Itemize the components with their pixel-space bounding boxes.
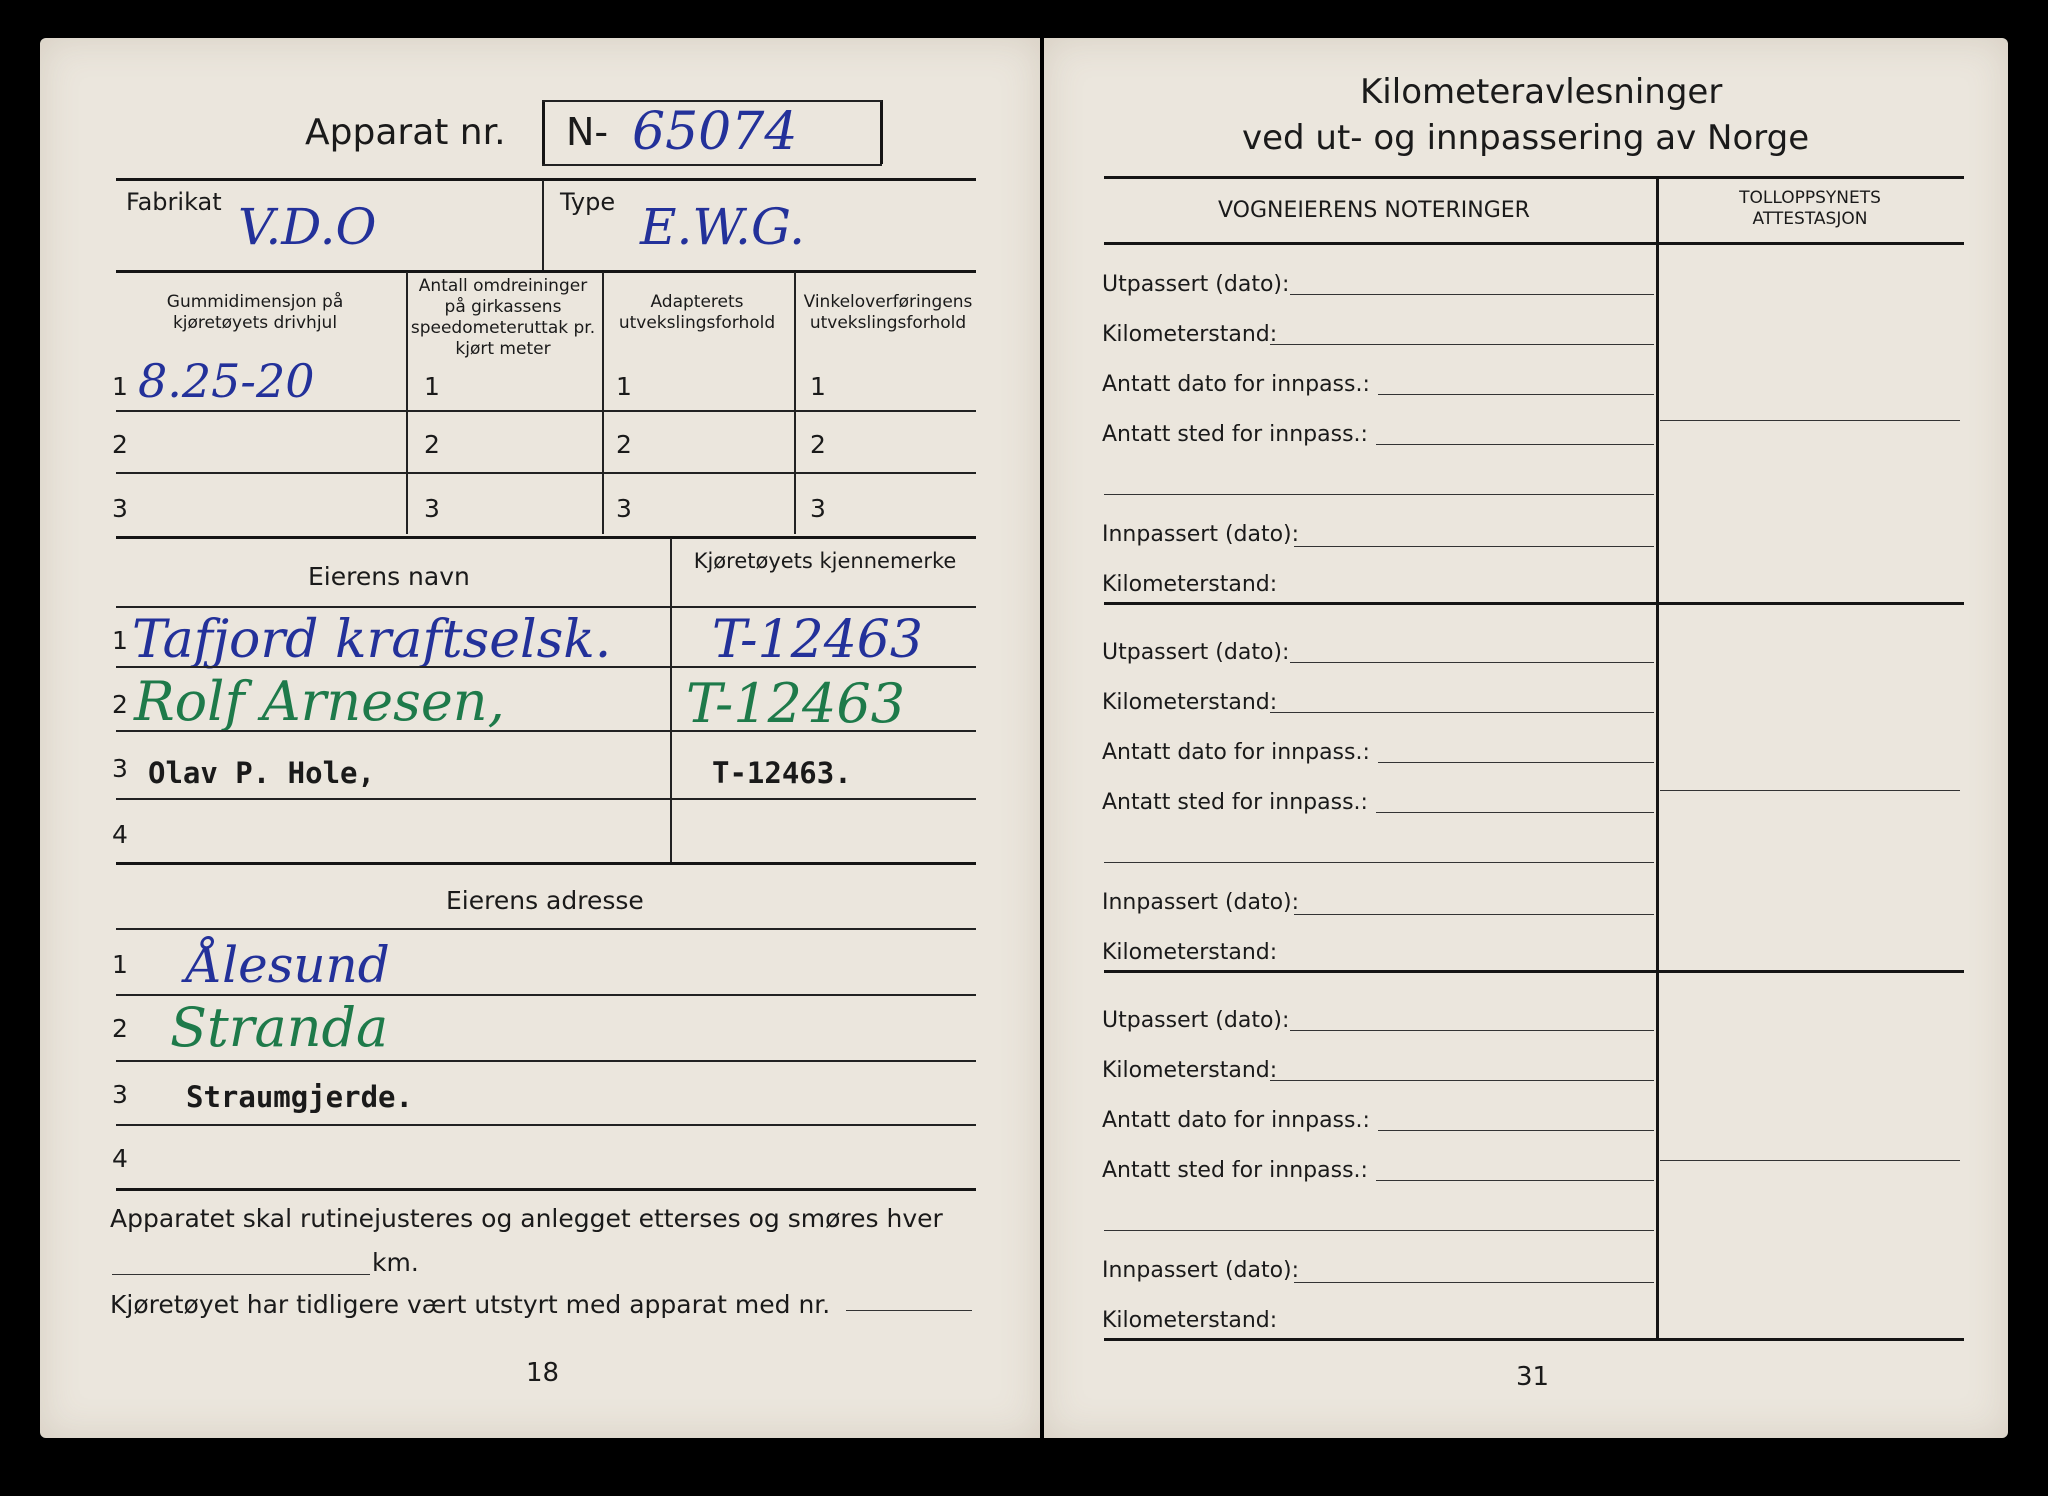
innpassert-label: Innpassert (dato): — [1102, 1258, 1300, 1283]
apparatus-label: Apparat nr. — [305, 112, 506, 153]
apparatus-number: 65074 — [632, 102, 798, 162]
innpassert-input[interactable] — [1294, 1282, 1654, 1283]
address-row-line-2 — [116, 1060, 976, 1062]
right-rule-top — [1104, 176, 1964, 179]
owner-col-divider — [670, 538, 672, 862]
left-page-number: 18 — [526, 1358, 560, 1388]
kilometerstand-input[interactable] — [1270, 712, 1654, 713]
col-header-owner-notes: VOGNEIERENS NOTERINGER — [1218, 198, 1530, 223]
utpassert-label: Utpassert (dato): — [1102, 272, 1290, 297]
owner-name-3: Olav P. Hole, — [148, 756, 375, 790]
revolutions-row-num: 2 — [424, 430, 440, 459]
adapter-row-num: 2 — [616, 430, 632, 459]
col-header-customs-2: ATTESTASJON — [1752, 209, 1868, 229]
address-3: Straumgjerde. — [186, 1080, 413, 1114]
col-header-customs — [1660, 188, 1960, 230]
revolutions-row-num: 1 — [424, 372, 440, 401]
rule-top — [116, 178, 976, 181]
tire-row-num: 2 — [112, 430, 128, 459]
fabrikat-type-divider — [542, 180, 544, 270]
address-row-num: 1 — [112, 950, 128, 979]
tire-row-num: 3 — [112, 494, 128, 523]
address-2: Stranda — [170, 996, 389, 1059]
owner-row-num: 3 — [112, 754, 128, 783]
apparatus-box-right — [880, 100, 883, 164]
apparatus-box-bottom — [542, 164, 882, 166]
owner-header-line — [116, 606, 976, 608]
col-divider-2 — [602, 272, 604, 534]
footer-km: km. — [372, 1248, 419, 1277]
adapter-row-num: 3 — [616, 494, 632, 523]
km-blank — [112, 1274, 370, 1275]
antatt-dato-label: Antatt dato for innpass.: — [1102, 372, 1370, 397]
footer-line-1: Apparatet skal rutinejusteres og anlegget etterses og smøres hver — [110, 1204, 943, 1233]
owner-row-line-3 — [116, 798, 976, 800]
antatt-sted-label: Antatt sted for innpass.: — [1102, 790, 1368, 815]
header-angle-ratio: Vinkeloverføringens utvekslingsforhold — [803, 292, 973, 333]
owner-reg-3: T-12463. — [712, 756, 852, 790]
tire-row-line-2 — [116, 472, 976, 474]
owner-row-num: 1 — [112, 626, 128, 655]
owner-row-line-1 — [116, 666, 976, 668]
kilometerstand-label: Kilometerstand: — [1102, 940, 1278, 965]
type-label: Type — [560, 188, 616, 216]
address-header-line — [116, 928, 976, 930]
utpassert-label: Utpassert (dato): — [1102, 1008, 1290, 1033]
kilometerstand-label: Kilometerstand: — [1102, 1308, 1278, 1333]
col-divider-1 — [406, 272, 408, 534]
blank-line[interactable] — [1104, 494, 1654, 495]
owner-name-header: Eierens navn — [308, 562, 470, 591]
antatt-sted-label: Antatt sted for innpass.: — [1102, 1158, 1368, 1183]
owner-row-line-2 — [116, 730, 976, 732]
tire-dimension-value: 8.25-20 — [138, 354, 315, 408]
header-adapter-ratio: Adapterets utvekslingsforhold — [618, 292, 776, 333]
vehicle-reg-header: Kjøretøyets kjennemerke — [693, 549, 957, 573]
right-rule-bottom — [1104, 1338, 1964, 1341]
right-title-line-2: ved ut- og innpassering av Norge — [1242, 118, 1810, 158]
rule-table-bottom — [116, 536, 976, 539]
type-value: E.W.G. — [640, 198, 805, 256]
address-row-line-3 — [116, 1124, 976, 1126]
owner-reg-2: T-12463 — [686, 672, 906, 735]
tire-row-line-1 — [116, 410, 976, 412]
address-row-num: 4 — [112, 1144, 128, 1173]
owner-name-2: Rolf Arnesen, — [134, 670, 505, 733]
right-header-bottom — [1104, 242, 1964, 245]
attest-line — [1660, 420, 1960, 421]
right-title-line-1: Kilometeravlesninger — [1360, 72, 1723, 112]
blank-line[interactable] — [1104, 862, 1654, 863]
antatt-dato-label: Antatt dato for innpass.: — [1102, 740, 1370, 765]
owner-row-num: 2 — [112, 690, 128, 719]
col-header-customs-1: TOLLOPPSYNETS — [1739, 188, 1881, 208]
utpassert-label: Utpassert (dato): — [1102, 640, 1290, 665]
address-1: Ålesund — [186, 936, 390, 994]
antatt-sted-input[interactable] — [1376, 444, 1654, 445]
blank-line[interactable] — [1104, 1230, 1654, 1231]
antatt-sted-label: Antatt sted for innpass.: — [1102, 422, 1368, 447]
right-page — [1044, 38, 2008, 1438]
antatt-dato-input[interactable] — [1378, 1130, 1654, 1131]
utpassert-input[interactable] — [1290, 1030, 1654, 1031]
address-row-num: 3 — [112, 1080, 128, 1109]
manufacturer-value: V.D.O — [238, 198, 377, 256]
angle-row-num: 2 — [810, 430, 826, 459]
owner-reg-1: T-12463 — [712, 610, 923, 670]
kilometerstand-input[interactable] — [1270, 344, 1654, 345]
right-section-divider-1 — [1104, 602, 1964, 605]
right-section-divider-2 — [1104, 970, 1964, 973]
antatt-dato-input[interactable] — [1378, 762, 1654, 763]
col-divider-3 — [794, 272, 796, 534]
kilometerstand-label: Kilometerstand: — [1102, 1058, 1278, 1083]
kilometerstand-label: Kilometerstand: — [1102, 322, 1278, 347]
antatt-sted-input[interactable] — [1376, 812, 1654, 813]
antatt-sted-input[interactable] — [1376, 1180, 1654, 1181]
kilometerstand-label: Kilometerstand: — [1102, 572, 1278, 597]
right-col-divider — [1656, 178, 1659, 1338]
innpassert-label: Innpassert (dato): — [1102, 890, 1300, 915]
angle-row-num: 3 — [810, 494, 826, 523]
kilometerstand-label: Kilometerstand: — [1102, 690, 1278, 715]
revolutions-row-num: 3 — [424, 494, 440, 523]
owner-row-num: 4 — [112, 820, 128, 849]
manufacturer-label: Fabrikat — [126, 188, 222, 216]
utpassert-input[interactable] — [1290, 294, 1654, 295]
address-header: Eierens adresse — [446, 886, 644, 915]
apparatus-prefix: N- — [566, 110, 609, 154]
header-tire-dimension: Gummidimensjon på kjøretøyets drivhjul — [166, 292, 344, 333]
innpassert-label: Innpassert (dato): — [1102, 522, 1300, 547]
innpassert-input[interactable] — [1294, 546, 1654, 547]
header-revolutions: Antall omdreininger på girkassens speedometeruttak pr. kjørt meter — [410, 276, 596, 359]
address-row-num: 2 — [112, 1014, 128, 1043]
adapter-row-num: 1 — [616, 372, 632, 401]
utpassert-input[interactable] — [1290, 662, 1654, 663]
attest-line — [1660, 1160, 1960, 1161]
kilometerstand-input[interactable] — [1270, 1080, 1654, 1081]
rule-owner-bottom — [116, 862, 976, 865]
apparatus-box-left — [542, 100, 545, 164]
previous-apparatus-blank — [846, 1310, 972, 1311]
angle-row-num: 1 — [810, 372, 826, 401]
antatt-dato-input[interactable] — [1378, 394, 1654, 395]
footer-line-2: Kjøretøyet har tidligere vært utstyrt med apparat med nr. — [110, 1290, 831, 1319]
right-page-number: 31 — [1516, 1362, 1550, 1392]
rule-table-top — [116, 270, 976, 273]
antatt-dato-label: Antatt dato for innpass.: — [1102, 1108, 1370, 1133]
rule-address-bottom — [116, 1188, 976, 1191]
innpassert-input[interactable] — [1294, 914, 1654, 915]
owner-name-1: Tafjord kraftselsk. — [132, 610, 612, 670]
attest-line — [1660, 790, 1960, 791]
tire-row-num: 1 — [112, 372, 128, 401]
